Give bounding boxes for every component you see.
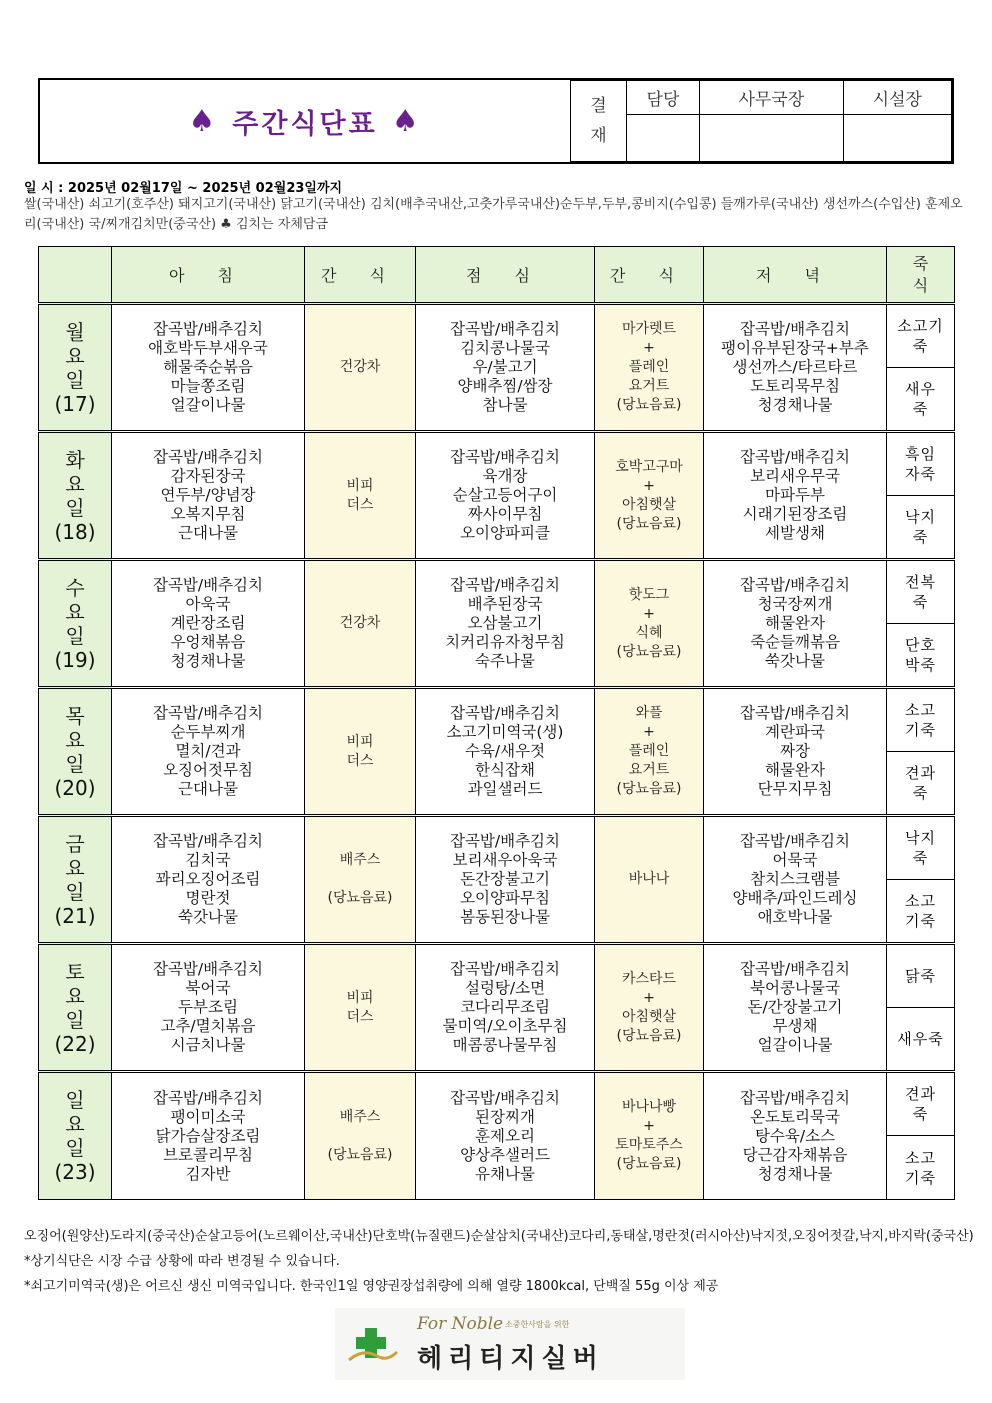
porridge-cell: 소고 기죽: [887, 1136, 955, 1200]
afternoon-snack-cell: 바나나빵 + 토마토주스 (당뇨음료): [595, 1072, 704, 1200]
lunch-cell: 잡곡밥/배추김치 김치콩나물국 우/불고기 양배추찜/쌈장 참나물: [416, 304, 595, 432]
header-box: [38, 78, 954, 164]
approval-role: 담당: [627, 81, 700, 115]
title-text: 주간식단표: [232, 108, 378, 140]
breakfast-cell: 잡곡밥/배추김치 아욱국 계란장조림 우엉채볶음 청경채나물: [112, 560, 305, 688]
porridge-cell: 소고 기죽: [887, 688, 955, 752]
logo-korean: 헤리티지실버: [417, 1344, 604, 1374]
footer-notes: [24, 1224, 974, 1299]
porridge-cell: 견과 죽: [887, 1072, 955, 1136]
dinner-cell: 잡곡밥/배추김치 청국장찌개 해물완자 죽순들깨볶음 쑥갓나물: [704, 560, 887, 688]
column-header: 간 식: [595, 247, 704, 304]
signature-cell[interactable]: [843, 115, 951, 162]
logo: [335, 1308, 685, 1380]
spade-icon: ♠: [391, 103, 422, 139]
corner-cell: [39, 247, 112, 304]
origin-info: 쌀(국내산) 쇠고기(호주산) 돼지고기(국내산) 닭고기(국내산) 김치(배추국내산,고춧가루국내산)순두부,두부,콩비지(수입콩) 들깨가루(국내산) 생선까스(수입산) 훈제오리(국내산) 국/찌개김치만(중국산) ♣ 김치는 자체담금: [24, 197, 963, 232]
lunch-cell: 잡곡밥/배추김치 배추된장국 오삼불고기 치커리유자청무침 숙주나물: [416, 560, 595, 688]
logo-english: For Noble: [417, 1314, 504, 1334]
signature-cell[interactable]: [627, 115, 700, 162]
logo-mark-icon: [347, 1326, 399, 1366]
breakfast-cell: 잡곡밥/배추김치 북어국 두부조림 고추/멸치볶음 시금치나물: [112, 944, 305, 1072]
breakfast-cell: 잡곡밥/배추김치 애호박두부새우국 해물죽순볶음 마늘쫑조림 얼갈이나물: [112, 304, 305, 432]
column-header: 저 녁: [704, 247, 887, 304]
day-label: 월 요 일 (17): [39, 304, 112, 432]
footer-line: 오징어(원양산)도라지(중국산)순살고등어(노르웨이산,국내산)단호박(뉴질랜드)순살삼치(국내산)코다리,동태살,명란젓(러시아산)낙지젓,오징어젓갈,낙지,바지락(중국산) *상기식단은 시장 수급 상황에 따라 변경될 수 있습니다.: [24, 1229, 974, 1269]
date-range: 일 시 : 2025년 02월17일 ~ 2025년 02월23일까지: [24, 181, 343, 196]
porridge-cell: 견과 죽: [887, 752, 955, 816]
morning-snack-cell: 배주스 (당뇨음료): [305, 1072, 416, 1200]
day-label: 일 요 일 (23): [39, 1072, 112, 1200]
dinner-cell: 잡곡밥/배추김치 계란파국 짜장 해물완자 단무지무침: [704, 688, 887, 816]
porridge-cell: 낙지 죽: [887, 816, 955, 880]
page-title: [40, 80, 570, 162]
morning-snack-cell: 비피 더스: [305, 432, 416, 560]
porridge-cell: 소고기 죽: [887, 304, 955, 368]
menu-table: [38, 246, 955, 1200]
porridge-cell: 새우 죽: [887, 368, 955, 432]
spade-icon: ♠: [188, 103, 219, 139]
breakfast-cell: 잡곡밥/배추김치 팽이미소국 닭가슴살장조림 브로콜리무침 김자반: [112, 1072, 305, 1200]
column-header: 아 침: [112, 247, 305, 304]
lunch-cell: 잡곡밥/배추김치 보리새우아욱국 돈간장불고기 오이양파무침 봄동된장나물: [416, 816, 595, 944]
signature-cell[interactable]: [699, 115, 843, 162]
afternoon-snack-cell: 마가렛트 + 플레인 요거트 (당뇨음료): [595, 304, 704, 432]
porridge-cell: 새우죽: [887, 1008, 955, 1072]
porridge-cell: 소고 기죽: [887, 880, 955, 944]
porridge-cell: 낙지 죽: [887, 496, 955, 560]
dinner-cell: 잡곡밥/배추김치 보리새우무국 마파두부 시래기된장조림 세발생채: [704, 432, 887, 560]
day-label: 목 요 일 (20): [39, 688, 112, 816]
lunch-cell: 잡곡밥/배추김치 소고기미역국(생) 수육/새우젓 한식잡채 과일샐러드: [416, 688, 595, 816]
afternoon-snack-cell: 호박고구마 + 아침햇살 (당뇨음료): [595, 432, 704, 560]
porridge-cell: 닭죽: [887, 944, 955, 1008]
footer-line: *쇠고기미역국(생)은 어르신 생신 미역국입니다. 한국인1일 영양권장섭취량에 의해 열량 1800kcal, 단백질 55g 이상 제공: [24, 1279, 719, 1294]
logo-subtitle: 소중한사람을 위한: [505, 1320, 570, 1329]
day-label: 토 요 일 (22): [39, 944, 112, 1072]
morning-snack-cell: 비피 더스: [305, 688, 416, 816]
dinner-cell: 잡곡밥/배추김치 어묵국 참치스크램블 양배추/파인드레싱 애호박나물: [704, 816, 887, 944]
approval-label: 결 재: [571, 81, 627, 162]
lunch-cell: 잡곡밥/배추김치 된장찌개 훈제오리 양상추샐러드 유채나물: [416, 1072, 595, 1200]
day-label: 수 요 일 (19): [39, 560, 112, 688]
breakfast-cell: 잡곡밥/배추김치 감자된장국 연두부/양념장 오복지무침 근대나물: [112, 432, 305, 560]
morning-snack-cell: 건강차: [305, 304, 416, 432]
afternoon-snack-cell: 와플 + 플레인 요거트 (당뇨음료): [595, 688, 704, 816]
day-label: 화 요 일 (18): [39, 432, 112, 560]
porridge-cell: 전복 죽: [887, 560, 955, 624]
column-header: 간 식: [305, 247, 416, 304]
dinner-cell: 잡곡밥/배추김치 북어콩나물국 돈/간장불고기 무생채 얼갈이나물: [704, 944, 887, 1072]
approval-role: 사무국장: [699, 81, 843, 115]
morning-snack-cell: 비피 더스: [305, 944, 416, 1072]
lunch-cell: 잡곡밥/배추김치 설렁탕/소면 코다리무조림 물미역/오이초무침 매콤콩나물무침: [416, 944, 595, 1072]
dinner-cell: 잡곡밥/배추김치 팽이유부된장국+부추 생선까스/타르타르 도토리묵무침 청경채나물: [704, 304, 887, 432]
afternoon-snack-cell: 핫도그 + 식혜 (당뇨음료): [595, 560, 704, 688]
morning-snack-cell: 배주스 (당뇨음료): [305, 816, 416, 944]
afternoon-snack-cell: 바나나: [595, 816, 704, 944]
column-header: 점 심: [416, 247, 595, 304]
afternoon-snack-cell: 카스타드 + 아침햇살 (당뇨음료): [595, 944, 704, 1072]
porridge-cell: 단호 박죽: [887, 624, 955, 688]
day-label: 금 요 일 (21): [39, 816, 112, 944]
approval-role: 시설장: [843, 81, 951, 115]
morning-snack-cell: 건강차: [305, 560, 416, 688]
approval-box: [570, 80, 952, 162]
dinner-cell: 잡곡밥/배추김치 온도토리묵국 탕수육/소스 당근감자채볶음 청경채나물: [704, 1072, 887, 1200]
porridge-cell: 흑임 자죽: [887, 432, 955, 496]
breakfast-cell: 잡곡밥/배추김치 김치국 꽈리오징어조림 명란젓 쑥갓나물: [112, 816, 305, 944]
lunch-cell: 잡곡밥/배추김치 육개장 순살고등어구이 짜사이무침 오이양파피클: [416, 432, 595, 560]
column-header: 죽식: [887, 247, 955, 304]
breakfast-cell: 잡곡밥/배추김치 순두부찌개 멸치/견과 오징어젓무침 근대나물: [112, 688, 305, 816]
